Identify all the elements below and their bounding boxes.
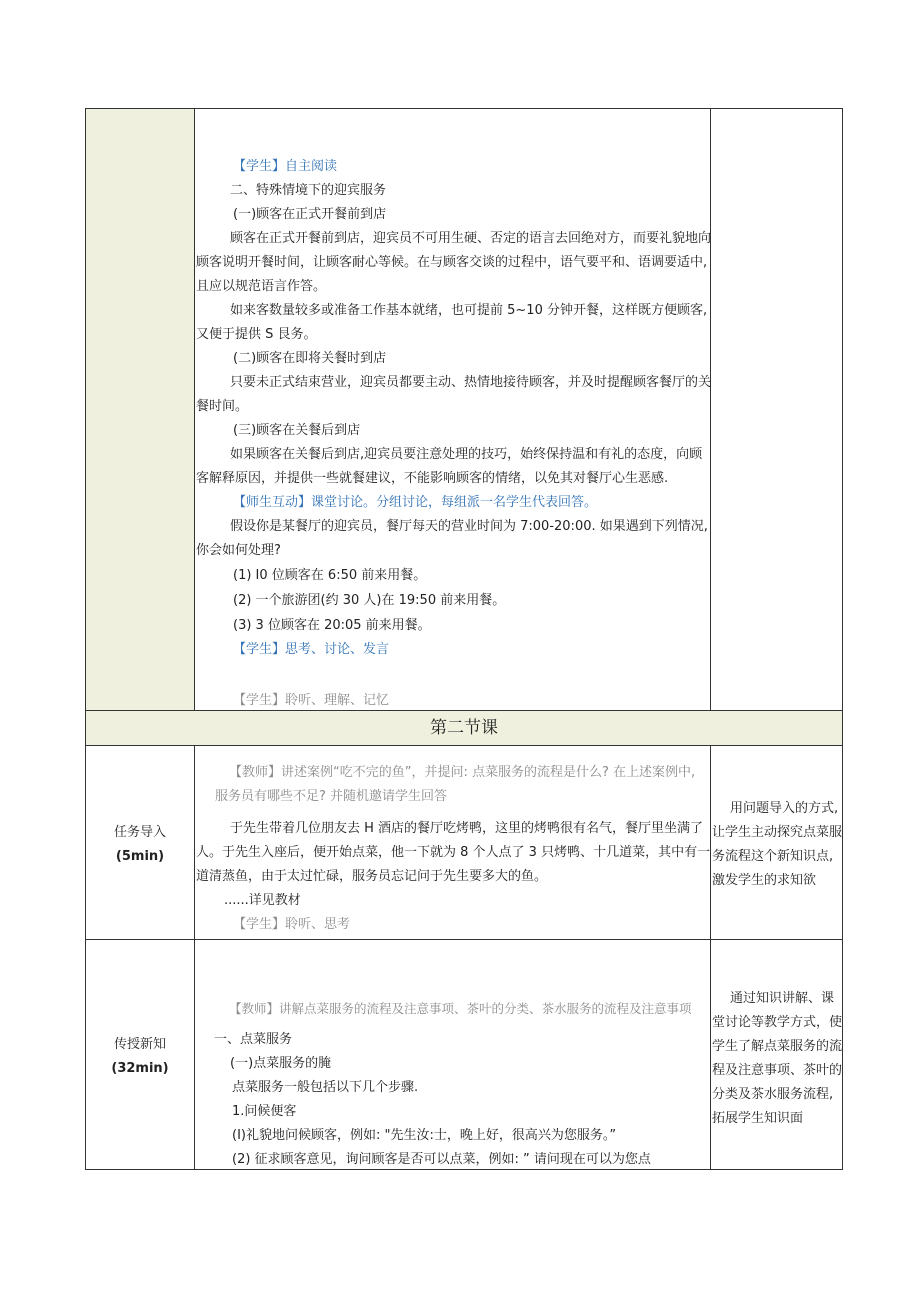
new-knowledge-note-line: 拓展学生知识面: [712, 1111, 804, 1126]
step-heading: 1.问候便客: [232, 1104, 297, 1119]
paragraph-line: 餐时间。: [196, 399, 249, 414]
student-discuss-label: 【学生】思考、讨论、发言: [233, 642, 390, 657]
paragraph-line: 点菜服务一般包括以下几个步骤.: [232, 1080, 419, 1095]
student-listen-think: 【学生】聆听、思考: [233, 917, 351, 932]
column-divider-1: [194, 109, 195, 711]
step-item: (2) 征求顾客意见，询问顾客是否可以点菜，例如: ” 请问现在可以为您点: [232, 1152, 651, 1167]
task-intro-note-line: 务流程这个新知识点,: [712, 849, 834, 864]
subheading-after-closing: (三)顾客在关餐后到店: [233, 423, 361, 438]
paragraph-line: 你会如何处理?: [196, 543, 281, 558]
label-cell-shade-top: [86, 109, 194, 710]
heading-special-welcome: 二、特殊情境下的迎宾服务: [230, 183, 387, 198]
heading-ordering-service: 一、点菜服务: [214, 1032, 293, 1047]
row-divider-2: [86, 745, 842, 746]
see-textbook: ......详见教材: [224, 893, 301, 908]
paragraph-line: 客解释原因，并提供一些就餐建议，不能影响顾客的情绪，以免其对餐厅心生恶感.: [196, 471, 669, 486]
row-divider-3: [86, 939, 842, 940]
interaction-label: 【师生互动】课堂讨论。分组讨论，每组派一名学生代表回答。: [233, 495, 598, 510]
column-divider-1b: [194, 745, 195, 1169]
new-knowledge-duration: (32min): [111, 1061, 169, 1076]
new-knowledge-note-line: 分类及茶水服务流程,: [712, 1087, 834, 1102]
scenario-item: (3) 3 位顾客在 20:05 前来用餐。: [233, 618, 431, 633]
teacher-case-label: 【教师】讲述案例“吃不完的鱼”，并提问: 点菜服务的流程是什么? 在上述案例中,: [229, 765, 696, 780]
task-intro-note-line: 用问题导入的方式,: [730, 801, 839, 816]
paragraph-line: 顾客说明开餐时间，让顾客耐心等候。在与顾客交谈的过程中，语气要平和、语调要适中,: [196, 255, 708, 270]
student-listen-label: 【学生】聆听、理解、记忆: [233, 693, 390, 708]
teacher-explain-label: 【教师】讲解点菜服务的流程及注意事项、茶叶的分类、茶水服务的流程及注意事项: [229, 1001, 692, 1016]
paragraph-line: 顾客在正式开餐前到店，迎宾员不可用生硬、否定的语言去回绝对方，而要礼貌地向: [230, 231, 712, 246]
subheading-ordering-flow: (一)点菜服务的腌: [230, 1056, 332, 1071]
case-paragraph-line: 于先生带着几位朋友去 H 酒店的餐厅吃烤鸭，这里的烤鸭很有名气，餐厅里坐满了: [230, 821, 704, 836]
subheading-near-closing: (二)顾客在即将关餐时到店: [233, 351, 387, 366]
paragraph-line: 且应以规范语言作答。: [196, 279, 327, 294]
task-intro-label: 任务导入: [113, 825, 166, 840]
task-intro-note-line: 激发学生的求知欲: [712, 873, 817, 888]
column-divider-2b: [710, 745, 711, 1169]
task-intro-note-line: 让学生主动探究点菜服: [712, 825, 843, 840]
lesson-plan-table: [85, 108, 843, 1170]
teacher-case-label-cont: 服务员有哪些不足? 并随机邀请学生回答: [215, 789, 448, 804]
paragraph-line: 假设你是某餐厅的迎宾员，餐厅每天的营业时间为 7:00-20:00. 如果遇到下列情况,: [230, 519, 708, 534]
paragraph-line: 又便于提供 S 艮务。: [196, 327, 317, 342]
lesson2-title: 第二节课: [430, 718, 498, 738]
step-item: (I)礼貌地问候顾客，例如: "先生汝:士，晚上好，很高兴为您服务。”: [232, 1128, 617, 1143]
paragraph-line: 只要未正式结束营业，迎宾员都要主动、热情地接待顾客，并及时提醒顾客餐厅的关: [230, 375, 712, 390]
paragraph-line: 如果顾客在关餐后到店,迎宾员要注意处理的技巧，始终保持温和有礼的态度，向顾: [230, 447, 703, 462]
new-knowledge-note-line: 程及注意事项、茶叶的: [712, 1063, 843, 1078]
paragraph-line: 如来客数量较多或准备工作基本就绪，也可提前 5~10 分钟开餐，这样既方便顾客,: [230, 303, 708, 318]
new-knowledge-note-line: 通过知识讲解、课: [730, 991, 835, 1006]
scenario-item: (1) I0 位顾客在 6:50 前来用餐。: [233, 568, 427, 583]
scenario-item: (2) 一个旅游团(约 30 人)在 19:50 前来用餐。: [233, 593, 506, 608]
column-divider-2: [710, 109, 711, 711]
new-knowledge-note-line: 堂讨论等教学方式，使: [712, 1015, 843, 1030]
case-paragraph-line: 道清蒸鱼，由于太过忙碌，服务员忘记问于先生要多大的鱼。: [196, 869, 548, 884]
case-paragraph-line: 人。于先生入座后，便开始点菜，他一下就为 8 个人点了 3 只烤鸭、十几道菜，其中有一: [196, 845, 711, 860]
subheading-before-opening: (一)顾客在正式开餐前到店: [233, 207, 387, 222]
task-intro-duration: (5min): [115, 849, 165, 864]
student-reading-label: 【学生】自主阅读: [233, 159, 338, 174]
row-divider-1: [86, 710, 842, 711]
new-knowledge-label: 传授新知: [113, 1037, 166, 1052]
new-knowledge-note-line: 学生了解点菜服务的流: [712, 1039, 843, 1054]
